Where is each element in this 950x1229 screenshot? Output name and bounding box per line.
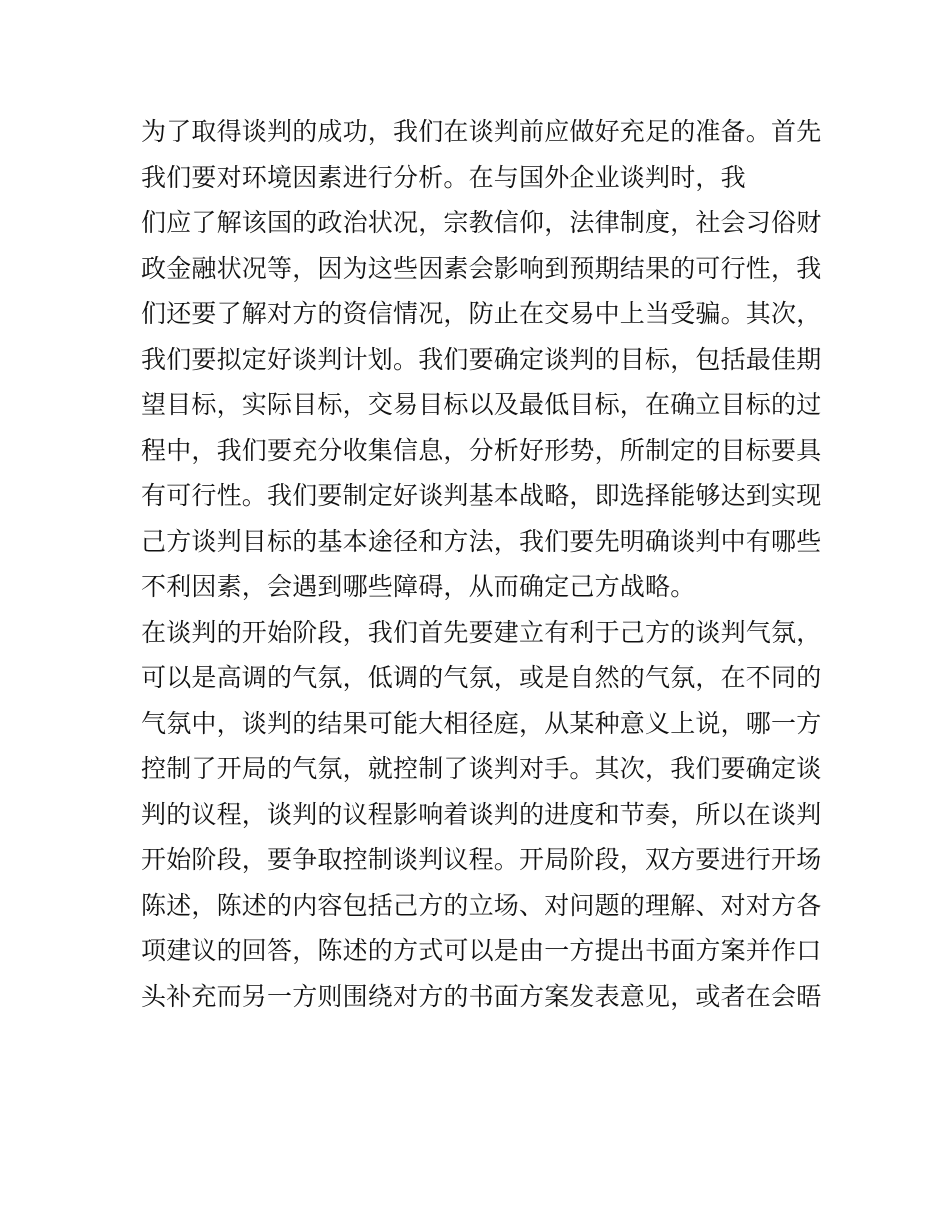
text-line: 可以是高调的气氛，低调的气氛，或是自然的气氛，在不同的 xyxy=(141,663,822,692)
text-line: 控制了开局的气氛，就控制了谈判对手。其次，我们要确定谈 xyxy=(141,754,822,783)
text-line: 我们要对环境因素进行分析。在与国外企业谈判时，我 xyxy=(141,162,746,192)
text-line: 在谈判的开始阶段，我们首先要建立有利于己方的谈判气氛， xyxy=(141,617,822,647)
text-line: 我们要拟定好谈判计划。我们要确定谈判的目标，包括最佳期 xyxy=(141,344,822,374)
document-body xyxy=(141,109,821,1019)
text-line: 为了取得谈判的成功，我们在谈判前应做好充足的准备。首先 xyxy=(141,117,822,146)
text-line: 不利因素，会遇到哪些障碍，从而确定己方战略。 xyxy=(141,572,696,601)
text-line: 们应了解该国的政治状况，宗教信仰，法律制度，社会习俗财 xyxy=(141,208,822,237)
text-line: 开始阶段，要争取控制谈判议程。开局阶段，双方要进行开场 xyxy=(141,845,822,874)
text-line: 有可行性。我们要制定好谈判基本战略，即选择能够达到实现 xyxy=(141,481,822,510)
text-line: 头补充而另一方则围绕对方的书面方案发表意见，或者在会晤 xyxy=(141,981,822,1011)
text-line: 陈述，陈述的内容包括己方的立场、对问题的理解、对对方各 xyxy=(141,890,822,920)
text-line: 望目标，实际目标，交易目标以及最低目标，在确立目标的过 xyxy=(141,390,822,419)
text-line: 己方谈判目标的基本途径和方法，我们要先明确谈判中有哪些 xyxy=(141,526,822,556)
text-line: 判的议程，谈判的议程影响着谈判的进度和节奏，所以在谈判 xyxy=(141,799,822,829)
text-line: 政金融状况等，因为这些因素会影响到预期结果的可行性，我 xyxy=(141,253,822,283)
text-line: 气氛中，谈判的结果可能大相径庭，从某种意义上说，哪一方 xyxy=(141,708,822,738)
text-line: 项建议的回答，陈述的方式可以是由一方提出书面方案并作口 xyxy=(141,936,822,965)
text-line: 们还要了解对方的资信情况，防止在交易中上当受骗。其次， xyxy=(141,299,822,328)
text-line: 程中，我们要充分收集信息，分析好形势，所制定的目标要具 xyxy=(141,435,822,465)
